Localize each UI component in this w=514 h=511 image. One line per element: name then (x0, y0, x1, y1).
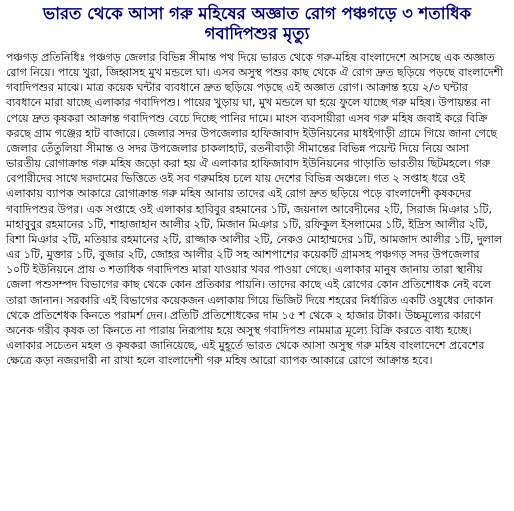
article-body: পঞ্চগড় প্রতিনিধিঃ পঞ্চগড় জেলার বিভিন্ন সীমান্ত পথ দিয়ে ভারত থেকে গরু-মহিষ বাংলাদেশে আসছে এক অজ্ঞাত রোগ নিয়ে। পায়ে খুরা, জিহ্বাসহ মুখ মন্ডলে ঘা। এসব অসুস্থ পশুর কাছ থেকে ঐ রোগ দ্রুত ছড়িয়ে পড়ছে বাংলাদেশী গবাদিপশুর মাঝে। মাত্র কয়েক ঘন্টার ব্যবধানে দ্রুত ছড়িয়ে পড়ছে এই অজ্ঞাত রোগ। আক্রান্ত হয়ে ২/৩ ঘন্টার ব্যবধানে মারা যাচ্ছে এলাকার গবাদিপশু। পায়ের খুড়ায় ঘা, মুখ মন্ডলে ঘা হয়ে ফুলে যাচ্ছে গরু মহিষ। উপায়ন্তর না পেয়ে দ্রুত কৃষকরা আক্রান্ত গবাদিপশু বেচে দিচ্ছে পানির দামে। মাংস ব্যবসায়ীরা এসব গরু মহিষ জবাই করে বিক্রি করছে গ্রাম গঞ্জের হাট বাজারে। জেলার সদর উপজেলার হাফিজাবাদ ইউনিয়নের মাধইগাড়ী গ্রামে গিয়ে জানা গেছে জেলার তেঁতুলিয়া সীমান্ত ও সদর উপজেলার চাকলাহাট, রতনীবাড়ী সীমান্তের বিভিন্ন পয়েন্ট দিয়ে নিয়ে আসা ভারতীয় রোগাক্রান্ত গরু মহিষ জড়ো করা হয় ঐ এলাকার হাফিজাবাদ ইউনিয়নের গাড়াতি ভারতীয় ছিটমহলে। গরু বেপারীদের সাথে দরদামের ভিত্তিতে ওই সব গরুমহিষ চলে যায় দেশের বিভিন্ন অঞ্চলে। গত ২ সপ্তাহ ধরে ওই এলাকায় ব্যাপক আকারে রোগাক্রান্ত গরু মহিষ আনায় তাদের এই রোগ দ্রুত ছড়িয়ে পড়ে বাংলাদেশী কৃষকদের গবাদিপশুর উপর। এক সপ্তাহে ওই এলাকার হাবিবুর রহমানের ১টি, জয়নাল আবেদীনের ২টি, সিরাজ মিঞার ১টি, মাহাবুবুর রহমানের ১টি, শাহাজাহান আলীর ২টি, মিজান মিঞার ১টি, রফিকুল ইসলামের ১টি, ইদ্রিস আলীর ২টি, বিশা মিঞার ২টি, মতিয়ার রহমানের ২টি, রাজ্জাক আলীর ২টি, নেকও মোহাম্মদের ১টি, আমজাদ আলীর ১টি, দুলাল এর ১টি, মুক্তার ১টি, বুজার ২টি, জোহর আলীর ২টি সহ আশপাশের কয়েকটি গ্রামসহ পঞ্চগড় সদর উপজেলার ১০টি ইউনিয়নে প্রায় ৩ শতাধিক গবাদিপশু মারা যাওয়ার খবর পাওয়া গেছে। এলাকার মানুষ জানায় তারা স্থানীয় জেলা পশুসম্পদ বিভাগের কাছ থেকে কোন প্রতিকার পায়নি। তাদের কাছে এই রোগের কোন প্রতিশোধক নেই বলে তারা জানান। সরকারি এই বিভাগের কয়েকজন এলাকায় গিয়ে ভিজিট দিয়ে শহরের নির্ধারিত একটি ওষুধের দোকান থেকে প্রতিশেধক কিনতে পরামর্শ দেন। প্রতিটি প্রতিশোধকের দাম ১৫ শ থেকে ২ হাজার টাকা। উচ্চমূল্যের কারণে অনেক গরীব কৃষক তা কিনতে না পারায় নিরূপায় হয়ে অসুস্থ গবাদিপশু নামমাত্র মূল্যে বিক্রি করতে বাধ্য হচ্ছে। এলাকার সচেতন মহল ও কৃষকরা জানিয়েছে, এই মুহূর্তে ভারত থেকে আসা অসুস্থ গরু মহিষ বাংলাদেশে প্রবেশের ক্ষেত্রে কড়া নজরদারী না রাখা হলে বাংলাদেশী গরু মহিষ আরো ব্যাপক আকারে রোগে আক্রান্ত হবে। (6, 51, 504, 368)
article-headline: ভারত থেকে আসা গরু মহিষের অজ্ঞাত রোগ পঞ্চগড়ে ৩ শতাধিক গবাদিপশুর মৃত্যু (42, 4, 472, 43)
